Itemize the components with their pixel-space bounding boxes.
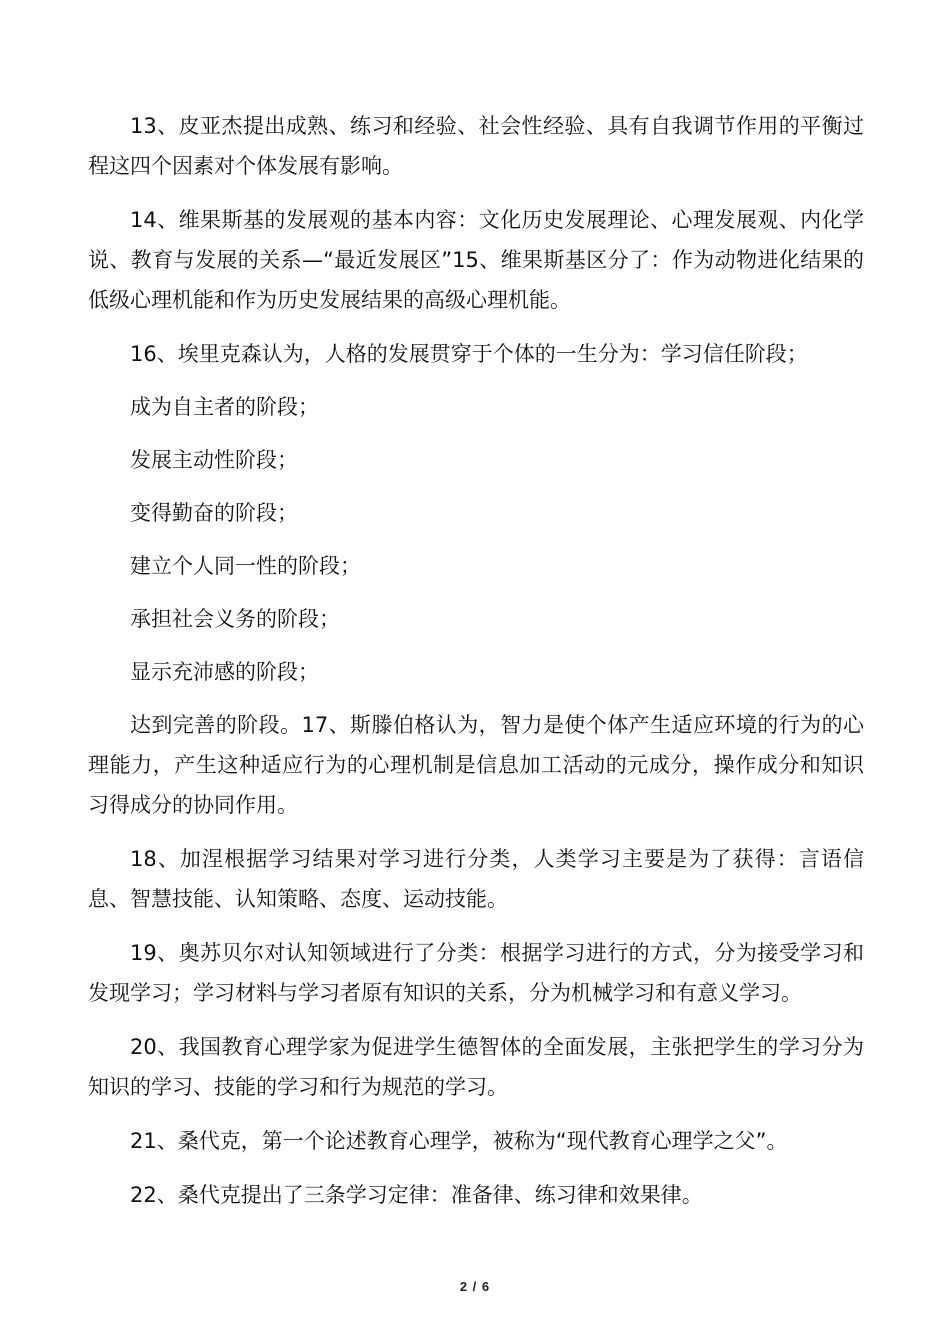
stage-item-identity: 建立个人同一性的阶段； [130,554,361,578]
paragraph-18: 18、加涅根据学习结果对学习进行分类，人类学习主要是为了获得：言语信息、智慧技能、认知策略、态度、运动技能。 [88,847,864,911]
paragraph-17: 达到完善的阶段。17、斯滕伯格认为，智力是使个体产生适应环境的行为的心理能力，产生这种适应行为的心理机制是信息加工活动的元成分，操作成分和知识习得成分的协同作用。 [88,713,864,817]
stage-item-autonomy: 成为自主者的阶段； [130,395,319,419]
paragraph-20: 20、我国教育心理学家为促进学生德智体的全面发展，主张把学生的学习分为知识的学习、技能的学习和行为规范的学习。 [88,1035,864,1099]
paragraph-14-15: 14、维果斯基的发展观的基本内容：文化历史发展理论、心理发展观、内化学说、教育与发展的关系—“最近发展区”15、维果斯基区分了：作为动物进化结果的低级心理机能和作为历史发展结果的高级心理机能。 [88,208,864,312]
paragraph-22: 22、桑代克提出了三条学习定律：准备律、练习律和效果律。 [130,1183,703,1207]
stage-item-vitality: 显示充沛感的阶段； [130,660,319,684]
stage-item-initiative: 发展主动性阶段； [130,448,298,472]
document-body [88,106,864,1215]
paragraph-19: 19、奥苏贝尔对认知领域进行了分类：根据学习进行的方式，分为接受学习和发现学习；学习材料与学习者原有知识的关系，分为机械学习和有意义学习。 [88,941,864,1005]
paragraph-16: 16、埃里克森认为，人格的发展贯穿于个体的一生分为：学习信任阶段； [130,342,808,366]
paragraph-21: 21、桑代克，第一个论述教育心理学，被称为“现代教育心理学之父”。 [130,1129,788,1153]
stage-item-social-duty: 承担社会义务的阶段； [130,607,340,631]
paragraph-13: 13、皮亚杰提出成熟、练习和经验、社会性经验、具有自我调节作用的平衡过程这四个因素对个体发展有影响。 [88,114,864,178]
stage-item-industry: 变得勤奋的阶段； [130,501,298,525]
page-number: 2 / 6 [459,1279,491,1294]
